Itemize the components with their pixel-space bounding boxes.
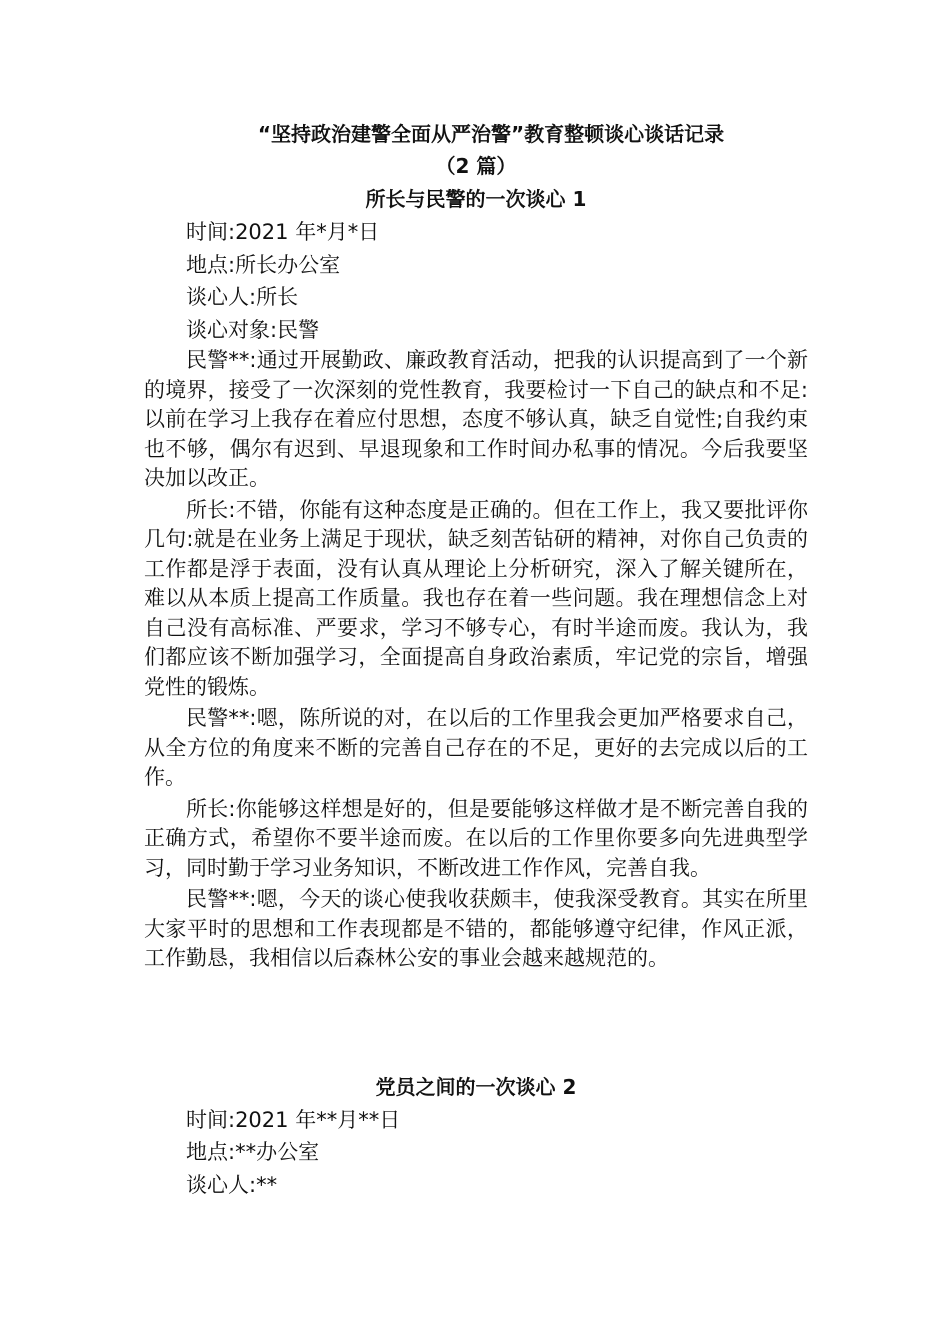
section-2-speaker: 谈心人:**	[186, 1172, 278, 1197]
section-1-time: 时间:2021 年*月*日	[186, 220, 380, 244]
section-1-paragraph: 民警**:嗯，今天的谈心使我收获颇丰，使我深受教育。其实在所里大家平时的思想和工作表现都是不错的，都能够遵守纪律，作风正派，工作勤恳，我相信以后森林公安的事业会越来越规范的。	[144, 887, 808, 970]
section-1-paragraph: 民警**:嗯，陈所说的对，在以后的工作里我会更加严格要求自己，从全方位的角度来不断的完善自己存在的不足，更好的去完成以后的工作。	[144, 706, 808, 789]
section-spacer	[144, 976, 808, 1070]
section-2-heading: 党员之间的一次谈心 2	[375, 1074, 577, 1099]
section-1-speaker: 谈心人:所长	[186, 285, 299, 309]
section-1-paragraph: 所长:不错，你能有这种态度是正确的。但在工作上，我又要批评你几句:就是在业务上满足于现状，缺乏刻苦钻研的精神，对你自己负责的工作都是浮于表面，没有认真从理论上分析研究，深入了解关键所在，难以从本质上提高工作质量。我也存在着一些问题。我在理想信念上对自己没有高标准、严要求，学习不够专心，有时半途而废。我认为，我们都应该不断加强学习，全面提高自身政治素质，牢记党的宗旨，增强党性的锻炼。	[144, 497, 808, 699]
section-1-paragraph: 所长:你能够这样想是好的，但是要能够这样做才是不断完善自我的正确方式，希望你不要半途而废。在以后的工作里你要多向先进典型学习，同时勤于学习业务知识，不断改进工作作风，完善自我。	[144, 796, 808, 880]
section-2-place: 地点:**办公室	[186, 1140, 320, 1164]
document-title: “坚持政治建警全面从严治警”教育整顿谈心谈话记录	[257, 122, 725, 146]
section-1-paragraph: 民警**:通过开展勤政、廉政教育活动，把我的认识提高到了一个新的境界，接受了一次深刻的党性教育，我要检讨一下自己的缺点和不足:以前在学习上我存在着应付思想，态度不够认真，缺乏自觉性;自我约束也不够，偶尔有迟到、早退现象和工作时间办私事的情况。今后我要坚决加以改正。	[144, 348, 808, 490]
section-2-time: 时间:2021 年**月**日	[186, 1107, 401, 1132]
section-1-target: 谈心对象:民警	[186, 317, 320, 342]
document-content	[144, 118, 808, 1201]
section-1-heading: 所长与民警的一次谈心 1	[365, 187, 587, 211]
document-subtitle: （2 篇）	[435, 154, 517, 178]
section-1-place: 地点:所长办公室	[186, 252, 341, 277]
